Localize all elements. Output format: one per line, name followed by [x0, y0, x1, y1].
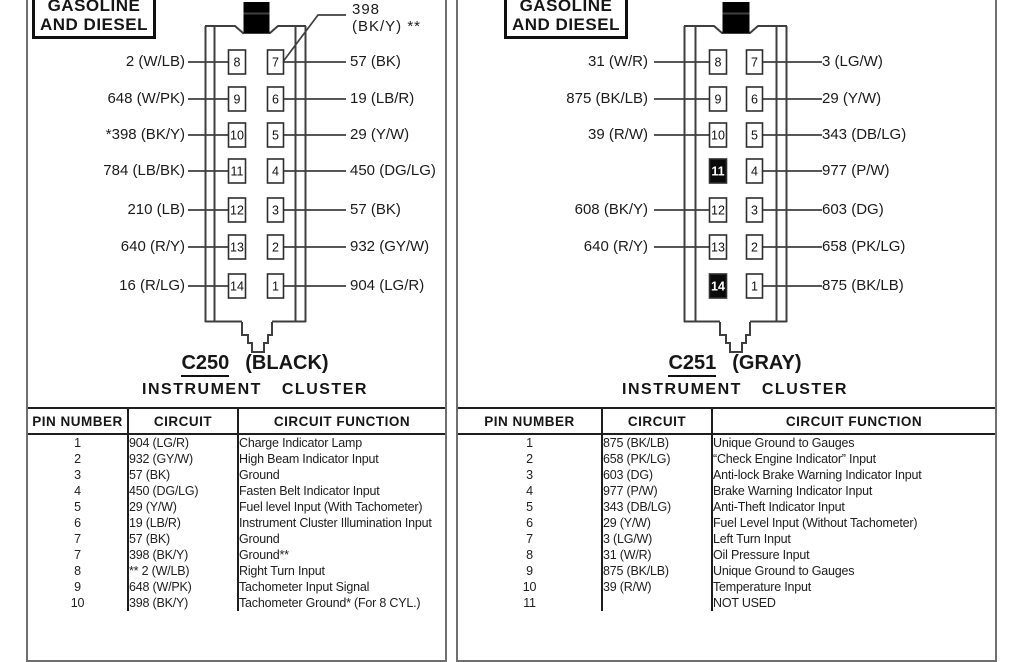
- pin-10-number: 10: [230, 128, 244, 143]
- pin-7-number: 7: [272, 55, 279, 70]
- connector-subtitle: INSTRUMENT CLUSTER: [142, 381, 368, 398]
- connector-color-label: (BLACK): [245, 352, 329, 374]
- pin-cell: 8: [74, 564, 81, 578]
- circuit-cell: 398 (BK/Y): [128, 547, 238, 563]
- connector-body: [205, 2, 306, 352]
- wire-label-pin7: 3 (LG/W): [822, 53, 883, 70]
- pin-2-number: 2: [272, 240, 279, 255]
- pin-cell: 10: [70, 596, 85, 610]
- pin-14-number: 14: [711, 279, 725, 294]
- pin-cell: 6: [74, 516, 81, 530]
- top-tab: [723, 2, 750, 33]
- function-cell: Unique Ground to Gauges: [712, 434, 995, 451]
- wire-label-pin7: 57 (BK): [350, 53, 401, 70]
- badge-line1: GASOLINE: [519, 0, 613, 15]
- function-cell: Unique Ground to Gauges: [712, 563, 995, 579]
- pin-10-number: 10: [711, 128, 725, 143]
- pin-4-number: 4: [751, 164, 758, 179]
- wire-label-pin2: 658 (PK/LG): [822, 238, 906, 255]
- table-row: [28, 563, 445, 579]
- pin-4-number: 4: [272, 164, 279, 179]
- wire-label-pin7-alt-line1: 398: [352, 1, 381, 18]
- wire-label-pin9: 875 (BK/LB): [566, 90, 648, 107]
- pin-3-number: 3: [272, 203, 279, 218]
- circuit-cell: 398 (BK/Y): [128, 595, 238, 611]
- table-row: [28, 434, 445, 451]
- wire-label-pin1: 875 (BK/LB): [822, 277, 904, 294]
- function-cell: Charge Indicator Lamp: [238, 434, 445, 451]
- wire-label-pin4: 977 (P/W): [822, 162, 890, 179]
- pin-2-number: 2: [751, 240, 758, 255]
- table-row: [458, 434, 995, 451]
- header-circuit-function: CIRCUIT FUNCTION: [238, 408, 445, 434]
- table-header-row: [28, 408, 445, 434]
- wire-label-pin8: 2 (W/LB): [125, 53, 185, 70]
- table-row: [458, 483, 995, 499]
- function-cell: Ground**: [238, 547, 445, 563]
- header-pin-number: PIN NUMBER: [28, 408, 128, 434]
- table-row: [28, 595, 445, 611]
- pin-8-number: 8: [714, 55, 722, 70]
- pin-cell: 5: [74, 500, 81, 514]
- badge-line2: AND DIESEL: [512, 15, 620, 34]
- pin-cell: 2: [526, 452, 533, 466]
- pin-cell: 7: [74, 532, 81, 546]
- pin-table-c250: [28, 407, 445, 611]
- pin-5-number: 5: [751, 128, 758, 143]
- function-cell: Temperature Input: [712, 579, 995, 595]
- wire-label-pin3: 57 (BK): [350, 201, 401, 218]
- circuit-cell: 29 (Y/W): [602, 515, 712, 531]
- table-row: [28, 483, 445, 499]
- circuit-cell: ** 2 (W/LB): [128, 563, 238, 579]
- wire-label-pin13: 640 (R/Y): [583, 238, 648, 255]
- pin-cell: 2: [74, 452, 81, 466]
- pin-9-number: 9: [714, 92, 722, 107]
- wire-label-pin1: 904 (LG/R): [350, 277, 425, 294]
- wire-label-pin10: *398 (BK/Y): [105, 126, 185, 143]
- connector-name: C250: [181, 352, 229, 377]
- leader-lines: [654, 62, 822, 286]
- wire-label-pin6: 29 (Y/W): [822, 90, 882, 107]
- pin-6-number: 6: [751, 92, 758, 107]
- pin-cell: 4: [74, 484, 81, 498]
- wire-label-pin12: 210 (LB): [127, 201, 185, 218]
- connector-c251-drawing: [458, 0, 995, 410]
- circuit-cell: 57 (BK): [128, 467, 238, 483]
- table-row: [28, 531, 445, 547]
- table-row: [28, 499, 445, 515]
- pin-cell: 1: [526, 436, 533, 450]
- function-cell: NOT USED: [712, 595, 995, 611]
- header-circuit: CIRCUIT: [128, 408, 238, 434]
- function-cell: Brake Warning Indicator Input: [712, 483, 995, 499]
- circuit-cell: 875 (BK/LB): [602, 563, 712, 579]
- table-row: [458, 579, 995, 595]
- circuit-cell: 19 (LB/R): [128, 515, 238, 531]
- table-row: [458, 451, 995, 467]
- wire-label-pin8: 31 (W/R): [588, 53, 648, 70]
- pin-9-number: 9: [233, 92, 241, 107]
- pin-cell: 9: [74, 580, 81, 594]
- pin-5-number: 5: [272, 128, 279, 143]
- wire-label-pin7-alt: [352, 1, 421, 35]
- function-cell: Ground: [238, 531, 445, 547]
- connector-body: [684, 2, 787, 352]
- function-cell: Tachometer Ground* (For 8 CYL.): [238, 595, 445, 611]
- wire-label-pin9: 648 (W/PK): [107, 90, 185, 107]
- wire-label-pin4: 450 (DG/LG): [350, 162, 436, 179]
- table-row: [28, 547, 445, 563]
- pin-cell: 6: [526, 516, 533, 530]
- pin-13-number: 13: [711, 240, 725, 255]
- pin-11-number: 11: [230, 164, 244, 179]
- badge-line1: GASOLINE: [47, 0, 141, 15]
- pin-cell: 3: [526, 468, 533, 482]
- circuit-cell: 658 (PK/LG): [602, 451, 712, 467]
- wire-label-pin13: 640 (R/Y): [120, 238, 185, 255]
- wire-label-pin12: 608 (BK/Y): [574, 201, 648, 218]
- table-row: [458, 531, 995, 547]
- pin7-diagonal-leader: [284, 15, 347, 61]
- circuit-cell: 932 (GY/W): [128, 451, 238, 467]
- table-row: [458, 563, 995, 579]
- function-cell: Fuel level Input (With Tachometer): [238, 499, 445, 515]
- pins: [710, 50, 763, 298]
- function-cell: Right Turn Input: [238, 563, 445, 579]
- connector-color-label: (GRAY): [732, 352, 802, 374]
- function-cell: Left Turn Input: [712, 531, 995, 547]
- circuit-cell: 875 (BK/LB): [602, 434, 712, 451]
- table-row: [458, 595, 995, 611]
- bottom-tab: [720, 322, 750, 352]
- connector-name: C251: [668, 352, 716, 377]
- circuit-cell: 977 (P/W): [602, 483, 712, 499]
- pin-1-number: 1: [751, 279, 758, 294]
- circuit-cell: 31 (W/R): [602, 547, 712, 563]
- function-cell: Oil Pressure Input: [712, 547, 995, 563]
- wire-label-pin11: 784 (LB/BK): [103, 162, 185, 179]
- circuit-cell: 57 (BK): [128, 531, 238, 547]
- badge-line2: AND DIESEL: [40, 15, 148, 34]
- function-cell: High Beam Indicator Input: [238, 451, 445, 467]
- panel-c250: [26, 0, 447, 662]
- header-pin-number: PIN NUMBER: [458, 408, 602, 434]
- connector-caption-c251: [585, 352, 885, 375]
- table-row: [458, 547, 995, 563]
- circuit-cell: 603 (DG): [602, 467, 712, 483]
- circuit-cell: 450 (DG/LG): [128, 483, 238, 499]
- table-row: [458, 515, 995, 531]
- pin-cell: 7: [526, 532, 533, 546]
- pin-cell: 9: [526, 564, 533, 578]
- function-cell: Anti-lock Brake Warning Indicator Input: [712, 467, 995, 483]
- pin-7-number: 7: [751, 55, 758, 70]
- function-cell: Anti-Theft Indicator Input: [712, 499, 995, 515]
- pin-cell: 4: [526, 484, 533, 498]
- pin-6-number: 6: [272, 92, 279, 107]
- wire-label-pin7-alt-line2: (BK/Y) **: [352, 18, 422, 35]
- table-row: [28, 467, 445, 483]
- bottom-tab: [242, 322, 272, 352]
- wire-label-pin5: 29 (Y/W): [350, 126, 410, 143]
- pins: [229, 50, 284, 298]
- wire-label-pin3: 603 (DG): [822, 201, 884, 218]
- function-cell: Fuel Level Input (Without Tachometer): [712, 515, 995, 531]
- table-row: [28, 515, 445, 531]
- pin-12-number: 12: [711, 203, 725, 218]
- table-header-row: [458, 408, 995, 434]
- pin-12-number: 12: [230, 203, 244, 218]
- function-cell: Ground: [238, 467, 445, 483]
- wire-label-pin14: 16 (R/LG): [119, 277, 185, 294]
- pin-cell: 1: [74, 436, 81, 450]
- pin-1-number: 1: [272, 279, 279, 294]
- function-cell: Instrument Cluster Illumination Input: [238, 515, 445, 531]
- table-row: [28, 579, 445, 595]
- circuit-cell: 29 (Y/W): [128, 499, 238, 515]
- circuit-cell: 39 (R/W): [602, 579, 712, 595]
- pin-cell: 11: [523, 596, 536, 610]
- pin-8-number: 8: [233, 55, 241, 70]
- panel-c251: [456, 0, 997, 662]
- circuit-cell: 648 (W/PK): [128, 579, 238, 595]
- table-row: [28, 451, 445, 467]
- table-row: [458, 499, 995, 515]
- wire-label-pin5: 343 (DB/LG): [822, 126, 907, 143]
- circuit-cell: 904 (LG/R): [128, 434, 238, 451]
- circuit-cell: [602, 595, 712, 611]
- function-cell: “Check Engine Indicator” Input: [712, 451, 995, 467]
- header-circuit: CIRCUIT: [602, 408, 712, 434]
- pin-cell: 5: [526, 500, 533, 514]
- header-circuit-function: CIRCUIT FUNCTION: [712, 408, 995, 434]
- pin-cell: 7: [74, 548, 81, 562]
- pin-3-number: 3: [751, 203, 758, 218]
- pin-cell: 3: [74, 468, 81, 482]
- circuit-cell: 3 (LG/W): [602, 531, 712, 547]
- circuit-cell: 343 (DB/LG): [602, 499, 712, 515]
- pin-cell: 8: [526, 548, 533, 562]
- connector-subtitle: INSTRUMENT CLUSTER: [622, 381, 848, 398]
- pin-cell: 10: [522, 580, 537, 594]
- top-tab: [244, 2, 270, 33]
- function-cell: Tachometer Input Signal: [238, 579, 445, 595]
- wire-label-pin2: 932 (GY/W): [350, 238, 430, 255]
- connector-caption-c250: [105, 352, 405, 375]
- pin-13-number: 13: [230, 240, 244, 255]
- pin-14-number: 14: [230, 279, 244, 294]
- pin-table-c251: [458, 407, 995, 611]
- wire-label-pin6: 19 (LB/R): [350, 90, 415, 107]
- table-row: [458, 467, 995, 483]
- pin-11-number: 11: [711, 164, 725, 179]
- wire-label-pin10: 39 (R/W): [588, 126, 648, 143]
- function-cell: Fasten Belt Indicator Input: [238, 483, 445, 499]
